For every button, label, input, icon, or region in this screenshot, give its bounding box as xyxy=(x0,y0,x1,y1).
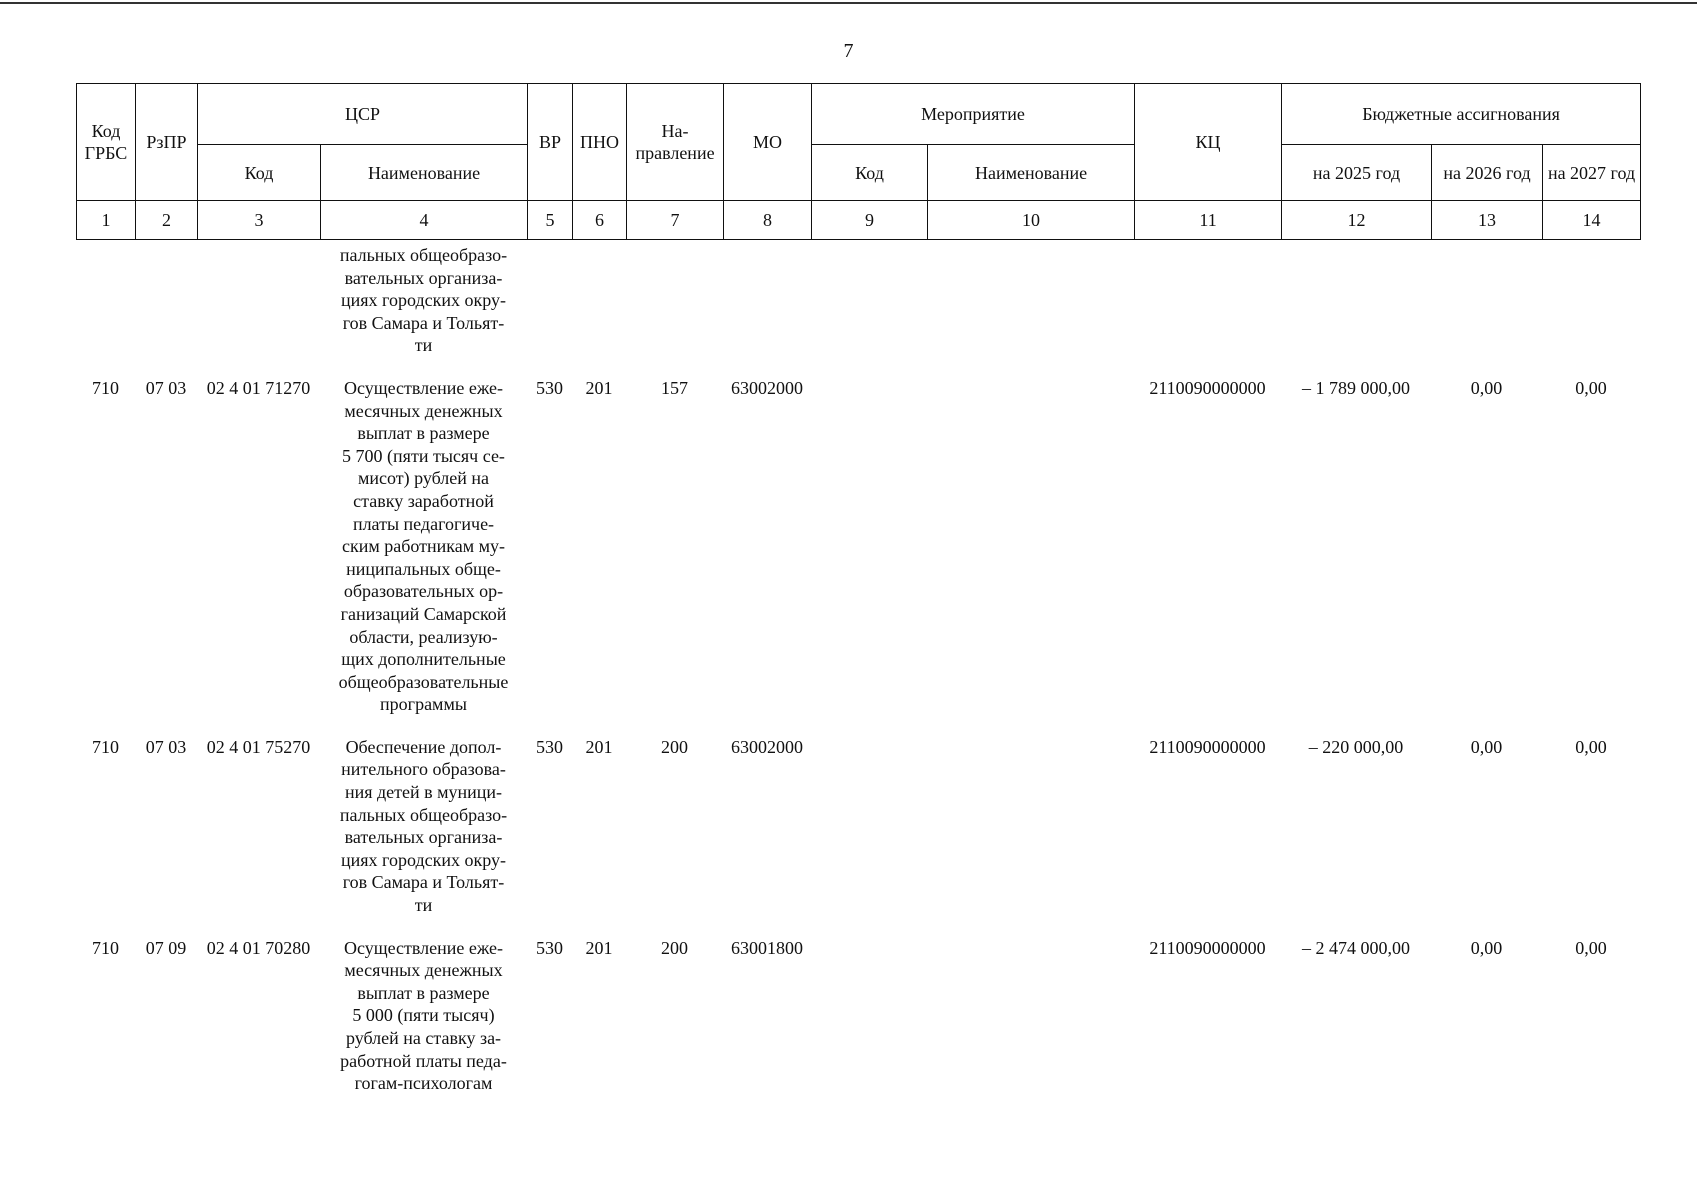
header-pno: ПНО xyxy=(573,84,627,201)
col-num: 1 xyxy=(77,201,136,240)
col-num: 2 xyxy=(136,201,198,240)
cell-grbs: 710 xyxy=(92,937,119,958)
name-line: циях городских окру- xyxy=(341,849,506,870)
header-napr: На-правление xyxy=(627,84,724,201)
header-budget: Бюджетные ассигнования xyxy=(1282,84,1641,145)
name-line: области, реализую- xyxy=(349,626,498,647)
cell-2027: 0,00 xyxy=(1575,377,1607,398)
header-year-2025: на 2025 год xyxy=(1282,145,1432,201)
header-merop: Мероприятие xyxy=(812,84,1135,145)
cell-grbs: 710 xyxy=(92,377,119,398)
col-num: 7 xyxy=(627,201,724,240)
header-csr: ЦСР xyxy=(198,84,528,145)
name-line: гогам-психологам xyxy=(354,1073,493,1094)
name-line: Обеспечение допол- xyxy=(345,736,502,757)
name-line: ния детей в муници- xyxy=(344,782,503,803)
header-mo: МО xyxy=(724,84,812,201)
cell-merop-kod xyxy=(811,377,927,716)
name-line: ти xyxy=(414,335,433,356)
name-line: нительного образова- xyxy=(341,759,506,780)
header-year-2026: на 2026 год xyxy=(1432,145,1543,201)
table-row xyxy=(76,937,1640,1095)
cell-merop-name xyxy=(927,736,1134,917)
name-line: циях городских окру- xyxy=(341,290,506,311)
name-line: выплат в размере xyxy=(357,982,490,1003)
cell-2027: 0,00 xyxy=(1575,736,1607,757)
continuation-name xyxy=(320,244,527,357)
cell-csr: 02 4 01 70280 xyxy=(206,937,311,958)
col-num: 4 xyxy=(321,201,528,240)
name-line: 5 700 (пяти тысяч се- xyxy=(342,445,505,466)
name-line: общеобразовательные xyxy=(338,671,509,692)
table-body xyxy=(76,244,1640,1095)
cell-2027: 0,00 xyxy=(1575,937,1607,958)
name-line: пальных общеобразо- xyxy=(339,245,508,265)
name-line: рублей на ставку за- xyxy=(345,1028,502,1048)
cell-napr: 157 xyxy=(661,377,688,398)
name-line: вательных организа- xyxy=(344,267,503,288)
cell-napr: 200 xyxy=(661,937,688,958)
cell-2025: – 220 000,00 xyxy=(1308,736,1404,757)
name-line: Осуществление еже- xyxy=(343,937,504,958)
cell-pno: 201 xyxy=(585,937,613,958)
col-num: 13 xyxy=(1432,201,1543,240)
name-line: пальных общеобразо- xyxy=(339,804,508,825)
header-kod-grbs: Код ГРБС xyxy=(77,84,136,201)
cell-2025: – 1 789 000,00 xyxy=(1302,377,1410,398)
table-row xyxy=(76,736,1640,917)
cell-rzpr: 07 03 xyxy=(145,736,187,757)
cell-2026: 0,00 xyxy=(1470,736,1503,757)
cell-vr: 530 xyxy=(536,937,563,958)
cell-mo: 63002000 xyxy=(731,736,803,757)
table-header xyxy=(76,83,1641,240)
col-num: 10 xyxy=(928,201,1135,240)
cell-2025: – 2 474 000,00 xyxy=(1302,937,1410,958)
name-line: образовательных ор- xyxy=(343,581,504,602)
col-num: 8 xyxy=(724,201,812,240)
cell-vr: 530 xyxy=(536,736,563,757)
header-rzpr: РзПР xyxy=(136,84,198,201)
col-num: 3 xyxy=(198,201,321,240)
cell-name xyxy=(320,377,527,716)
cell-pno: 201 xyxy=(585,377,613,398)
cell-mo: 63002000 xyxy=(731,377,803,398)
header-csr-kod: Код xyxy=(198,145,321,201)
name-line: месячных денежных xyxy=(344,960,503,981)
cell-kc: 2110090000000 xyxy=(1149,736,1266,757)
cell-merop-kod xyxy=(811,937,927,1095)
cell-merop-name xyxy=(927,377,1134,716)
header-merop-kod: Код xyxy=(812,145,928,201)
name-line: платы педагогиче- xyxy=(352,513,495,534)
name-line: выплат в размере xyxy=(357,423,490,444)
header-csr-name: Наименование xyxy=(321,145,528,201)
name-line: щих дополнительные xyxy=(341,649,506,670)
cell-merop-kod xyxy=(811,736,927,917)
cell-2026: 0,00 xyxy=(1470,377,1503,398)
name-line: 5 000 (пяти тысяч) xyxy=(352,1005,495,1026)
name-line: ставку заработной xyxy=(353,490,494,511)
name-line: месячных денежных xyxy=(344,400,503,421)
col-num: 9 xyxy=(812,201,928,240)
page-number: 7 xyxy=(843,40,854,62)
name-line: мисот) рублей на xyxy=(357,468,490,489)
cell-kc: 2110090000000 xyxy=(1149,377,1266,398)
cell-kc: 2110090000000 xyxy=(1149,937,1266,958)
name-line: гов Самара и Тольят- xyxy=(342,312,505,333)
cell-rzpr: 07 09 xyxy=(145,937,187,958)
name-line: Осуществление еже- xyxy=(343,377,504,398)
table-row-continuation xyxy=(76,244,1640,357)
cell-mo: 63001800 xyxy=(731,937,803,958)
cell-csr: 02 4 01 75270 xyxy=(206,736,311,757)
top-rule xyxy=(0,2,1697,4)
name-line: ским работникам му- xyxy=(341,536,506,557)
name-line: гов Самара и Тольят- xyxy=(342,872,505,893)
cell-2026: 0,00 xyxy=(1470,937,1503,958)
cell-rzpr: 07 03 xyxy=(145,377,187,398)
cell-pno: 201 xyxy=(585,736,613,757)
name-line: работной платы педа- xyxy=(340,1050,507,1071)
name-line: ганизаций Самарской xyxy=(340,603,507,624)
cell-csr: 02 4 01 71270 xyxy=(206,377,311,398)
cell-vr: 530 xyxy=(536,377,563,398)
header-vr: ВР xyxy=(528,84,573,201)
name-line: ти xyxy=(414,895,433,916)
col-num: 11 xyxy=(1135,201,1282,240)
col-num: 14 xyxy=(1543,201,1641,240)
name-line: ниципальных обще- xyxy=(346,558,501,579)
cell-grbs: 710 xyxy=(92,736,119,757)
name-line: вательных организа- xyxy=(344,827,503,848)
col-num: 5 xyxy=(528,201,573,240)
table-row xyxy=(76,377,1640,716)
col-num: 12 xyxy=(1282,201,1432,240)
header-year-2027: на 2027 год xyxy=(1543,145,1641,201)
cell-merop-name xyxy=(927,937,1134,1095)
cell-name xyxy=(320,937,527,1095)
cell-name xyxy=(320,736,527,917)
header-kc: КЦ xyxy=(1135,84,1282,201)
col-num: 6 xyxy=(573,201,627,240)
cell-napr: 200 xyxy=(661,736,688,757)
header-merop-name: Наименование xyxy=(928,145,1135,201)
name-line: программы xyxy=(380,694,467,715)
